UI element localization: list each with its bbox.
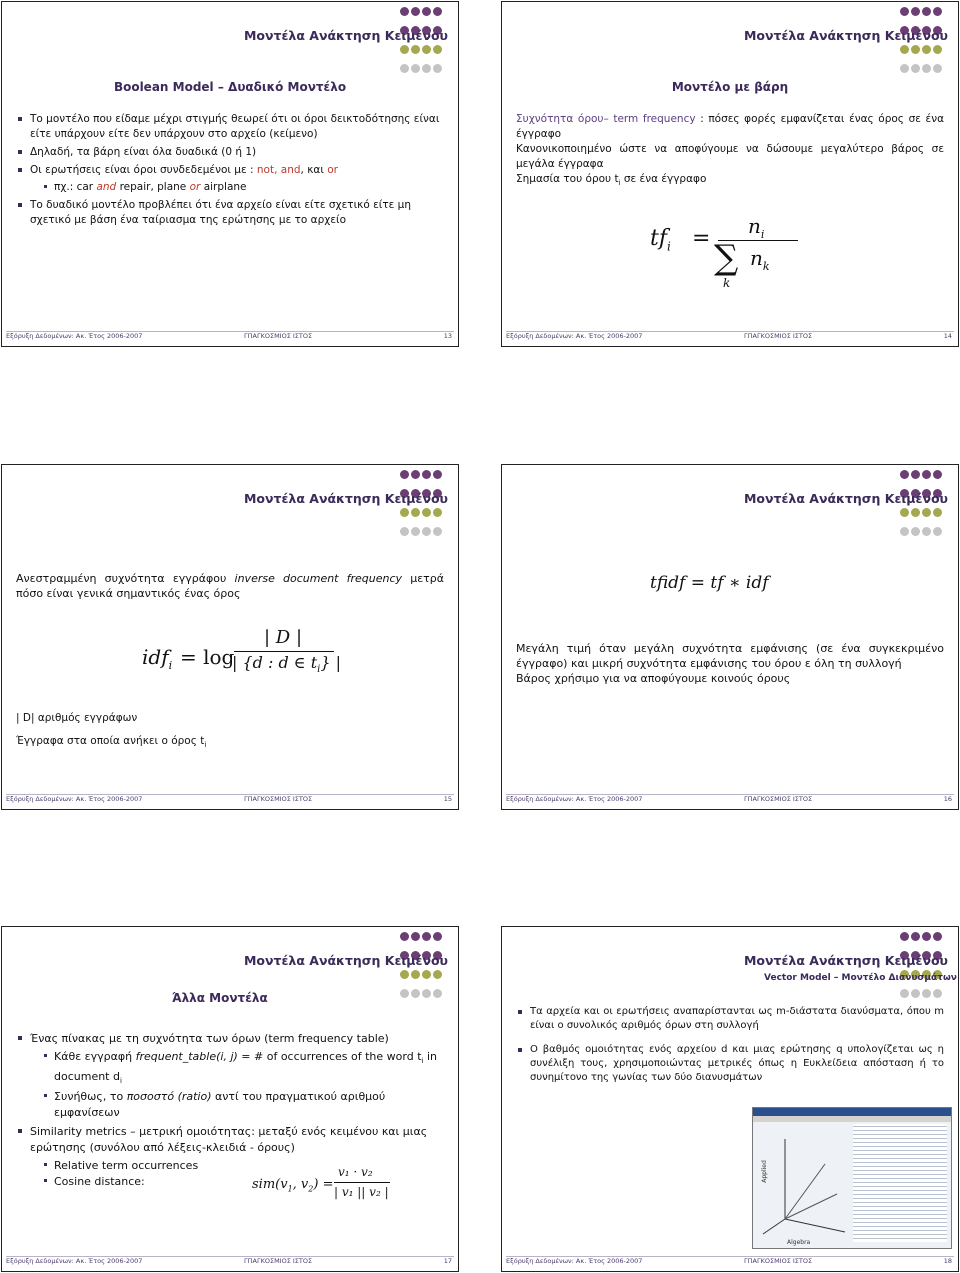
slide-footer: Εξόρυξη Δεδομένων: Ακ. Έτος 2006-2007 ΓΠΑΓΚΟΣΜΙΟΣ ΙΣΤΟΣ 14 <box>506 332 952 340</box>
slide-17 <box>1 926 459 1272</box>
paragraph: Βάρος χρήσιμο για να αποφύγουμε κοινούς όρους <box>516 672 791 685</box>
paragraph: Κανονικοποιημένο ώστε να αποφύγουμε να δώσουμε μεγαλύτερο βάρος σε μεγάλα έγγραφα <box>516 143 944 170</box>
paragraph: Μεγάλη τιμή όταν μεγάλη συχνότητα εμφάνισης (σε ένα συγκεκριμένο έγγραφο) και μικρή συχνότητα εμφάνισης του όρου ε όλη τη συλλογή <box>516 642 944 670</box>
sub-bullet: Relative term occurrences <box>54 1158 444 1174</box>
slide-number: 15 <box>443 795 452 803</box>
bullet: Ο βαθμός ομοιότητας ενός αρχείου d και μιας ερώτησης q υπολογίζεται ως η συνέλιξη τους, χρησιμοποιώντας μετρικές όπως η Ευκλείδεια απόσταση ή το συνημίτονο της γωνίας των δύο διανυσμάτων <box>530 1044 944 1083</box>
decorative-dots-icon <box>898 7 950 83</box>
decorative-dots-icon <box>898 470 950 546</box>
bullet: Δηλαδή, τα βάρη είναι όλα δυαδικά (0 ή 1) <box>30 145 444 160</box>
slide-number: 17 <box>443 1257 452 1265</box>
note: | D| αριθμός εγγράφων <box>16 712 138 724</box>
bullet: Similarity metrics – μετρική ομοιότητας: μεταξύ ενός κειμένου και μιας ερώτησης (συνόλου από λέξεις-κλειδιά - όρους) Relative term occurrences Cosine distance: <box>30 1124 444 1190</box>
slide-number: 18 <box>943 1257 952 1265</box>
slide-title: Μοντέλο με βάρη <box>671 80 789 94</box>
sub-bullet: Συνήθως, το ποσοστό (ratio) αντί του πραγματικού αριθμού εμφανίσεων <box>54 1089 444 1121</box>
slide-number: 13 <box>443 332 452 340</box>
paragraph: Συχνότητα όρου– term frequency : πόσες φορές εμφανίζεται ένας όρος σε ένα έγγραφο <box>516 113 944 140</box>
3d-vector-plot-icon <box>755 1124 855 1244</box>
decorative-dots-icon <box>398 7 450 83</box>
tfidf-formula: tfidf = tf ∗ idf <box>650 573 769 593</box>
slide-header: Μοντέλα Ανάκτηση Κειμένου <box>243 28 448 43</box>
slide-16 <box>501 464 959 810</box>
slide-body <box>516 641 944 686</box>
slide-number: 16 <box>943 795 952 803</box>
bullet: Τα αρχεία και οι ερωτήσεις αναπαρίστανται ως m-διάστατα διανύσματα, όπου m είναι ο συνολικός αριθμός όρων στη συλλογή <box>530 1006 944 1031</box>
note: Έγγραφα στα οποία ανήκει ο όρος $t_i$ <box>16 735 207 750</box>
bullet: Το δυαδικό μοντέλο προβλέπει ότι ένα αρχείο είναι είτε σχετικό είτε μη σχετικό με βάση ένα ταίριασμα της ερώτησης με το αρχείο <box>30 198 444 228</box>
software-screenshot-image <box>752 1107 952 1249</box>
decorative-dots-icon <box>398 470 450 546</box>
slide-footer: Εξόρυξη Δεδομένων: Ακ. Έτος 2006-2007 ΓΠΑΓΚΟΣΜΙΟΣ ΙΣΤΟΣ 18 <box>506 1257 952 1265</box>
slide-header: Μοντέλα Ανάκτηση Κειμένου <box>243 953 448 968</box>
slide-header: Μοντέλα Ανάκτηση Κειμένου <box>243 491 448 506</box>
bullet: Οι ερωτήσεις είναι όροι συνδεδεμένοι με : not, and, και or πχ.: car and repair, plane or airplane <box>30 163 444 195</box>
slide-title: Vector Model – Μοντέλο Διανυσμάτων <box>764 973 957 983</box>
cosine-formula: $sim(v_1$, $v_2$) = v₁ · v₂ | v₁ || v₂ | <box>252 1165 389 1199</box>
bullet: Το μοντέλο που είδαμε μέχρι στιγμής θεωρεί ότι οι όροι δεικτοδότησης είναι είτε υπάρχουν είτε δεν υπάρχουν στο αρχείο (κείμενο) <box>30 112 444 142</box>
decorative-dots-icon <box>898 932 950 1008</box>
slide-footer: Εξόρυξη Δεδομένων: Ακ. Έτος 2006-2007 ΓΠΑΓΚΟΣΜΙΟΣ ΙΣΤΟΣ 16 <box>506 795 952 803</box>
decorative-dots-icon <box>398 932 450 1008</box>
slide-body <box>516 112 944 191</box>
axis-label: Algebra <box>787 1239 811 1246</box>
slide-header: Μοντέλα Ανάκτηση Κειμένου <box>743 28 948 43</box>
slide-18 <box>501 926 959 1272</box>
slide-header: Μοντέλα Ανάκτηση Κειμένου <box>743 491 948 506</box>
slide-13 <box>1 1 459 347</box>
sub-bullet: Cosine distance: <box>54 1174 444 1190</box>
bullet: Ένας πίνακας με τη συχνότητα των όρων (term frequency table) Κάθε εγγραφή frequent_table(i, j) = # of occurrences of the word $t_i$ in document $d_i$ Συνήθως, το ποσοστό (ratio) αντί του πραγματικού αριθμού εμφανίσεων <box>30 1031 444 1121</box>
slide-number: 14 <box>943 332 952 340</box>
slide-body: Ανεστραμμένη συχνότητα εγγράφου inverse document frequency μετρά πόσο είναι γενικά σημαντικός ένας όρος <box>16 572 445 600</box>
slide-15 <box>1 464 459 810</box>
axis-label: Applied <box>760 1160 768 1183</box>
tf-formula: $tf_i$ = $n_i$ ∑ $n_k$ k <box>650 214 820 294</box>
slide-footer: Εξόρυξη Δεδομένων: Ακ. Έτος 2006-2007 ΓΠΑΓΚΟΣΜΙΟΣ ΙΣΤΟΣ 17 <box>6 1257 452 1265</box>
slide-14 <box>501 1 959 347</box>
slide-body <box>16 112 444 231</box>
example-bullet: πχ.: car and repair, plane or airplane <box>54 180 444 195</box>
slide-footer: Εξόρυξη Δεδομένων: Ακ. Έτος 2006-2007 ΓΠΑΓΚΟΣΜΙΟΣ ΙΣΤΟΣ 13 <box>6 332 452 340</box>
slide-body <box>516 1005 944 1088</box>
slide-header: Μοντέλα Ανάκτηση Κειμένου <box>743 953 948 968</box>
slide-footer: Εξόρυξη Δεδομένων: Ακ. Έτος 2006-2007 ΓΠΑΓΚΟΣΜΙΟΣ ΙΣΤΟΣ 15 <box>6 795 452 803</box>
paragraph: Σημασία του όρου $t_i$ σε ένα έγγραφο <box>516 173 707 188</box>
notes <box>16 711 444 753</box>
sub-bullet: Κάθε εγγραφή frequent_table(i, j) = # of occurrences of the word $t_i$ in document $d_i$ <box>54 1049 444 1089</box>
idf-formula: idf$_i$ = log | D | | {d : d ∈ $t_i$} | <box>142 627 342 676</box>
slide-title: Boolean Model – Δυαδικό Μοντέλο <box>113 80 347 94</box>
slide-title: Άλλα Μοντέλα <box>172 991 268 1005</box>
